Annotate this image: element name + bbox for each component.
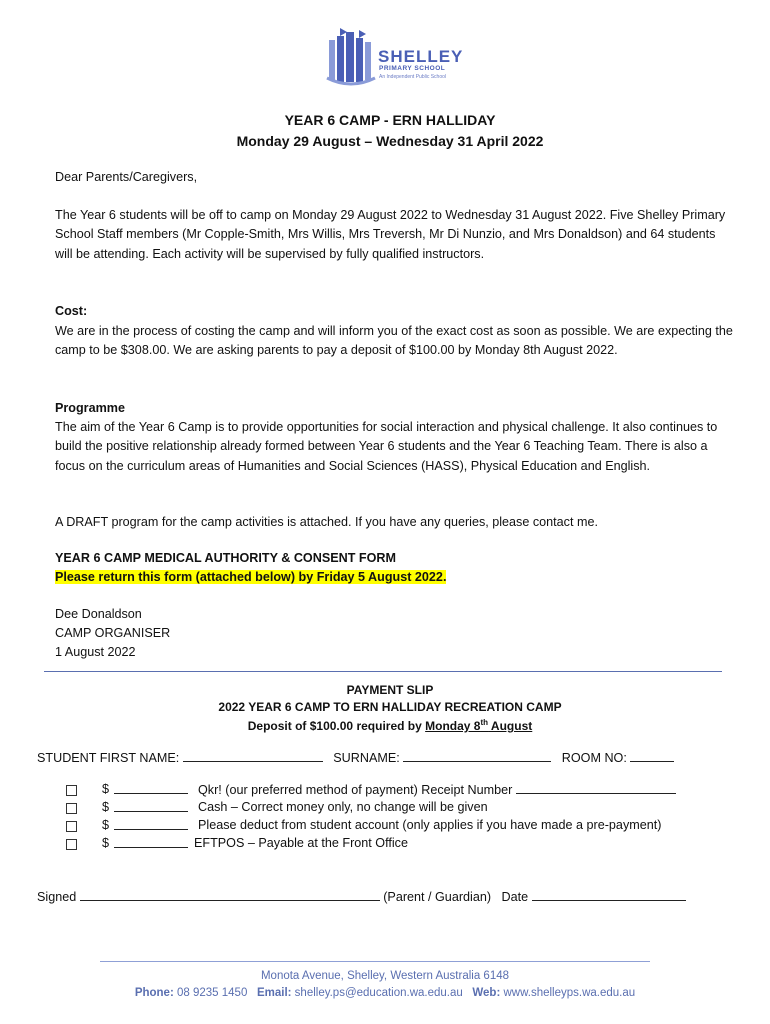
first-name-label: STUDENT FIRST NAME:	[37, 751, 180, 765]
intro-paragraph: The Year 6 students will be off to camp on Monday 29 August 2022 to Wednesday 31 August 2022. Five Shelley Primary School Staff members (Mr Copple-Smith, Mrs Willis, Mrs Treversh, Mr Di Nunzio, and Mrs Donaldson) and 64 students will be attending. Each activity will be supervised by fully qualified instructors.	[55, 208, 726, 261]
logo-tagline: An Independent Public School	[379, 74, 446, 80]
return-note	[55, 568, 735, 587]
surname-field[interactable]	[403, 750, 551, 762]
option-text: Qkr! (our preferred method of payment) Receipt Number	[198, 783, 513, 797]
deposit-day: Monday 8	[425, 719, 481, 733]
page-title: YEAR 6 CAMP - ERN HALLIDAY	[284, 112, 496, 128]
first-name-field[interactable]	[183, 750, 323, 762]
school-logo	[325, 22, 465, 94]
programme-paragraph: The aim of the Year 6 Camp is to provide opportunities for social interaction and physical challenge. It also continues to build the positive relationship already formed between Year 6 students and the Year 6 Teaching Team. There is also a focus on the curriculum areas of Humanities and Social Sciences (HASS), Physical Education and English.	[55, 420, 718, 473]
room-label: ROOM NO:	[561, 751, 627, 765]
checkbox[interactable]	[66, 839, 77, 850]
footer-contacts	[0, 987, 770, 999]
greeting: Dear Parents/Caregivers,	[55, 170, 198, 184]
surname-label: SURNAME:	[333, 751, 400, 765]
cost-heading: Cost:	[55, 304, 88, 318]
deposit-month: August	[488, 719, 533, 733]
slip-deposit	[0, 718, 770, 733]
highlighted-return-note: Please return this form (attached below) by Friday 5 August 2022.	[55, 570, 447, 584]
signoff-date: 1 August 2022	[55, 645, 136, 659]
currency-symbol: $	[102, 800, 110, 814]
option-label: Please deduct from student account (only applies if you have made a pre-payment)	[198, 818, 662, 832]
checkbox[interactable]	[66, 821, 77, 832]
signoff-role: CAMP ORGANISER	[55, 626, 171, 640]
amount-field[interactable]	[114, 793, 188, 794]
slip-subtitle: 2022 YEAR 6 CAMP TO ERN HALLIDAY RECREATION CAMP	[218, 700, 562, 714]
slip-title: PAYMENT SLIP	[346, 683, 434, 697]
checkbox[interactable]	[66, 785, 77, 796]
signed-label: Signed	[37, 890, 77, 904]
signoff-name: Dee Donaldson	[55, 607, 142, 621]
option-label: Cash – Correct money only, no change will be given	[198, 800, 488, 814]
deposit-sup: th	[480, 718, 489, 727]
signature-field[interactable]	[80, 889, 380, 901]
web-value: www.shelleyps.wa.edu.au	[503, 987, 636, 999]
page-subtitle: Monday 29 August – Wednesday 31 April 2022	[236, 133, 544, 149]
draft-note: A DRAFT program for the camp activities is attached. If you have any queries, please contact me.	[55, 515, 598, 529]
room-field[interactable]	[630, 750, 674, 762]
phone-value: 08 9235 1450	[177, 987, 248, 999]
amount-field[interactable]	[114, 847, 188, 848]
option-label	[198, 782, 676, 797]
student-details-row	[37, 750, 674, 765]
signature-row	[37, 889, 686, 904]
deposit-date	[425, 719, 532, 733]
parent-guardian-label: (Parent / Guardian)	[383, 890, 492, 904]
consent-heading: YEAR 6 CAMP MEDICAL AUTHORITY & CONSENT FORM	[55, 551, 396, 565]
receipt-number-field[interactable]	[516, 782, 676, 794]
date-field[interactable]	[532, 889, 686, 901]
footer-address: Monota Avenue, Shelley, Western Australia 6148	[260, 970, 510, 982]
logo-school: PRIMARY SCHOOL	[379, 65, 446, 72]
phone-label: Phone:	[134, 987, 174, 999]
currency-symbol: $	[102, 782, 110, 796]
divider	[44, 671, 722, 672]
deposit-prefix: Deposit of $100.00 required by	[247, 719, 426, 733]
checkbox[interactable]	[66, 803, 77, 814]
amount-field[interactable]	[114, 811, 188, 812]
email-label: Email:	[256, 987, 292, 999]
web-label: Web:	[472, 987, 501, 999]
amount-field[interactable]	[114, 829, 188, 830]
programme-heading: Programme	[55, 401, 125, 415]
date-label: Date	[501, 890, 529, 904]
currency-symbol: $	[102, 818, 110, 832]
cost-paragraph: We are in the process of costing the camp and will inform you of the exact cost as soon as possible. We are expecting the camp to be $308.00. We are asking parents to pay a deposit of $100.00 by Monday 8th August 2022.	[55, 324, 733, 358]
school-crest-icon	[325, 26, 377, 90]
footer-divider	[100, 961, 650, 962]
logo-name: SHELLEY	[378, 47, 464, 66]
currency-symbol: $	[102, 836, 110, 850]
option-label: EFTPOS – Payable at the Front Office	[194, 836, 408, 850]
email-value: shelley.ps@education.wa.edu.au	[294, 987, 463, 999]
